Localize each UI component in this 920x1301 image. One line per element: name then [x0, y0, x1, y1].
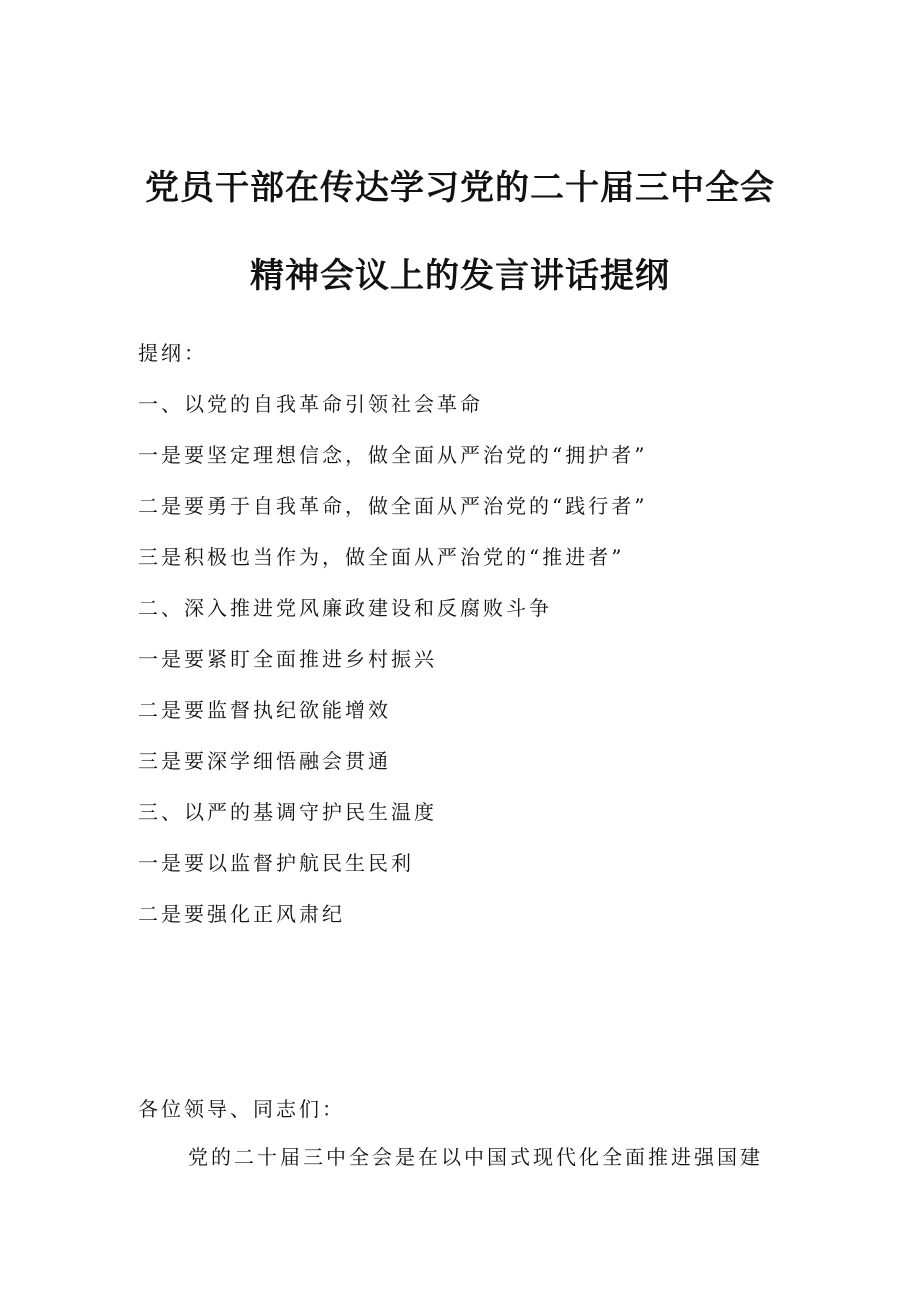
outline-item: 二是要勇于自我革命，做全面从严治党的“践行者” [138, 494, 648, 518]
outline-heading-1: 一、以党的自我革命引领社会革命 [138, 392, 483, 416]
document-title-line-2: 精神会议上的发言讲话提纲 [250, 256, 670, 296]
outline-heading-3: 三、以严的基调守护民生温度 [138, 800, 437, 824]
speech-greeting: 各位领导、同志们： [138, 1097, 345, 1121]
outline-item: 三是要深学细悟融会贯通 [138, 749, 391, 773]
outline-item: 二是要强化正风肃纪 [138, 902, 345, 926]
outline-item: 一是要坚定理想信念，做全面从严治党的“拥护者” [138, 443, 648, 467]
outline-item: 二是要监督执纪欲能增效 [138, 698, 391, 722]
document-title-line-1: 党员干部在传达学习党的二十届三中全会 [145, 168, 775, 208]
outline-item: 三是积极也当作为，做全面从严治党的“推进者” [138, 545, 625, 569]
outline-label: 提纲： [138, 341, 207, 365]
outline-item: 一是要紧盯全面推进乡村振兴 [138, 647, 437, 671]
outline-section [138, 340, 838, 952]
speech-body-paragraph: 党的二十届三中全会是在以中国式现代化全面推进强国建 [188, 1145, 763, 1169]
outline-item: 一是要以监督护航民生民利 [138, 851, 414, 875]
outline-heading-2: 二、深入推进党风廉政建设和反腐败斗争 [138, 596, 552, 620]
